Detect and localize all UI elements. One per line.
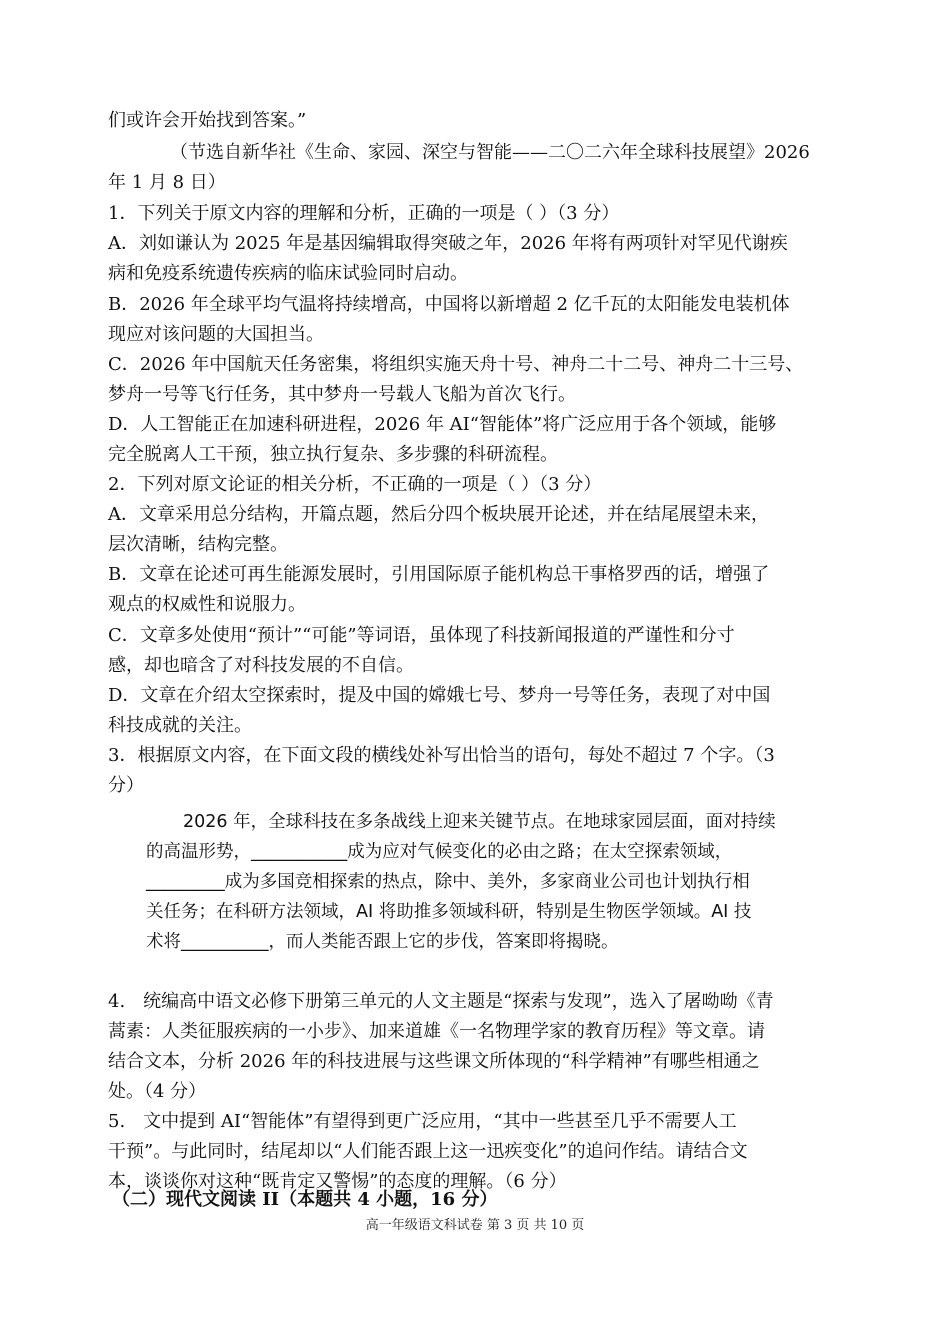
option-2b: B．文章在论述可再生能源发展时，引用国际原子能机构总干事格罗西的话，增强了 <box>108 564 770 585</box>
option-2c: C．文章多处使用“预计”“可能”等词语，虽体现了科技新闻报道的严谨性和分寸 <box>108 625 735 646</box>
fill-blank-passage: 2026 年，全球科技在多条战线上迎来关键节点。在地球家园层面，面对持续 <box>183 812 776 832</box>
fill-blank-passage-line: _________成为多国竞相探索的热点，除中、美外，多家商业公司也计划执行相 <box>146 872 750 892</box>
question-4: 4. 统编高中语文必修下册第三单元的人文主题是“探索与发现”，选入了屠呦呦《青 <box>108 991 774 1012</box>
question-1: 1．下列关于原文内容的理解和分析，正确的一项是（ ）（3 分） <box>108 203 620 224</box>
source-citation-cont: 年 1 月 8 日） <box>108 172 226 193</box>
option-2d-cont: 科技成就的关注。 <box>108 715 252 736</box>
option-2c-cont: 感，却也暗含了对科技发展的不自信。 <box>108 655 414 676</box>
option-1c: C．2026 年中国航天任务密集，将组织实施天舟十号、神舟二十二号、神舟二十三号、 <box>108 354 804 375</box>
option-1d-cont: 完全脱离人工干预，独立执行复杂、多步骤的科研流程。 <box>108 444 558 465</box>
fill-blank-passage-line: 的高温形势，___________成为应对气候变化的必由之路；在太空探索领域， <box>146 842 733 862</box>
question-5-cont: 干预”。与此同时，结尾却以“人们能否跟上这一迅疾变化”的追问作结。请结合文 <box>108 1141 748 1162</box>
question-4-cont: 结合文本，分析 2026 年的科技进展与这些课文所体现的“科学精神”有哪些相通之 <box>108 1051 760 1072</box>
question-2: 2．下列对原文论证的相关分析，不正确的一项是（ ）（3 分） <box>108 474 602 495</box>
source-citation: （节选自新华社《生命、家园、深空与智能——二〇二六年全球科技展望》2026 <box>170 142 810 163</box>
fill-blank-passage-line: 术将__________，而人类能否跟上它的步伐，答案即将揭晓。 <box>146 932 619 952</box>
option-2b-cont: 观点的权威性和说服力。 <box>108 594 306 615</box>
text-line: 们或许会开始找到答案。” <box>108 110 307 131</box>
option-1b: B．2026 年全球平均气温将持续增高，中国将以新增超 2 亿千瓦的太阳能发电装机体 <box>108 294 790 315</box>
question-5-cont: 本，谈谈你对这种“既肯定又警惕”的态度的理解。（6 分） <box>108 1171 567 1192</box>
option-2d: D．文章在介绍太空探索时，提及中国的嫦娥七号、梦舟一号等任务，表现了对中国 <box>108 685 771 706</box>
question-4-cont: 蒿素：人类征服疾病的一小步》、加来道雄《一名物理学家的教育历程》等文章。请 <box>108 1021 765 1042</box>
question-3-cont: 分） <box>108 775 144 796</box>
question-5: 5. 文中提到 AI“智能体”有望得到更广泛应用，“其中一些甚至几乎不需要人工 <box>108 1111 737 1132</box>
question-4-cont: 处。（4 分） <box>108 1081 207 1102</box>
option-1a: A．刘如谦认为 2025 年是基因编辑取得突破之年，2026 年将有两项针对罕见代谢疾 <box>108 233 788 254</box>
option-1b-cont: 现应对该问题的大国担当。 <box>108 324 324 345</box>
option-1a-cont: 病和免疫系统遗传疾病的临床试验同时启动。 <box>108 263 468 284</box>
option-2a-cont: 层次清晰，结构完整。 <box>108 534 288 555</box>
section-heading: （二）现代文阅读 II（本题共 4 小题，16 分） <box>112 1189 498 1210</box>
question-3: 3．根据原文内容，在下面文段的横线处补写出恰当的语句，每处不超过 7 个字。（3 <box>108 745 775 766</box>
option-1d: D．人工智能正在加速科研进程，2026 年 AI“智能体”将广泛应用于各个领域，能够 <box>108 414 777 435</box>
option-1c-cont: 梦舟一号等飞行任务，其中梦舟一号载人飞船为首次飞行。 <box>108 384 576 405</box>
fill-blank-passage-line: 关任务；在科研方法领域，AI 将助推多领域科研，特别是生物医学领域。AI 技 <box>146 902 752 922</box>
option-2a: A．文章采用总分结构，开篇点题，然后分四个板块展开论述，并在结尾展望未来， <box>108 504 769 525</box>
page-footer: 高一年级语文科试卷 第 3 页 共 10 页 <box>365 1218 585 1233</box>
